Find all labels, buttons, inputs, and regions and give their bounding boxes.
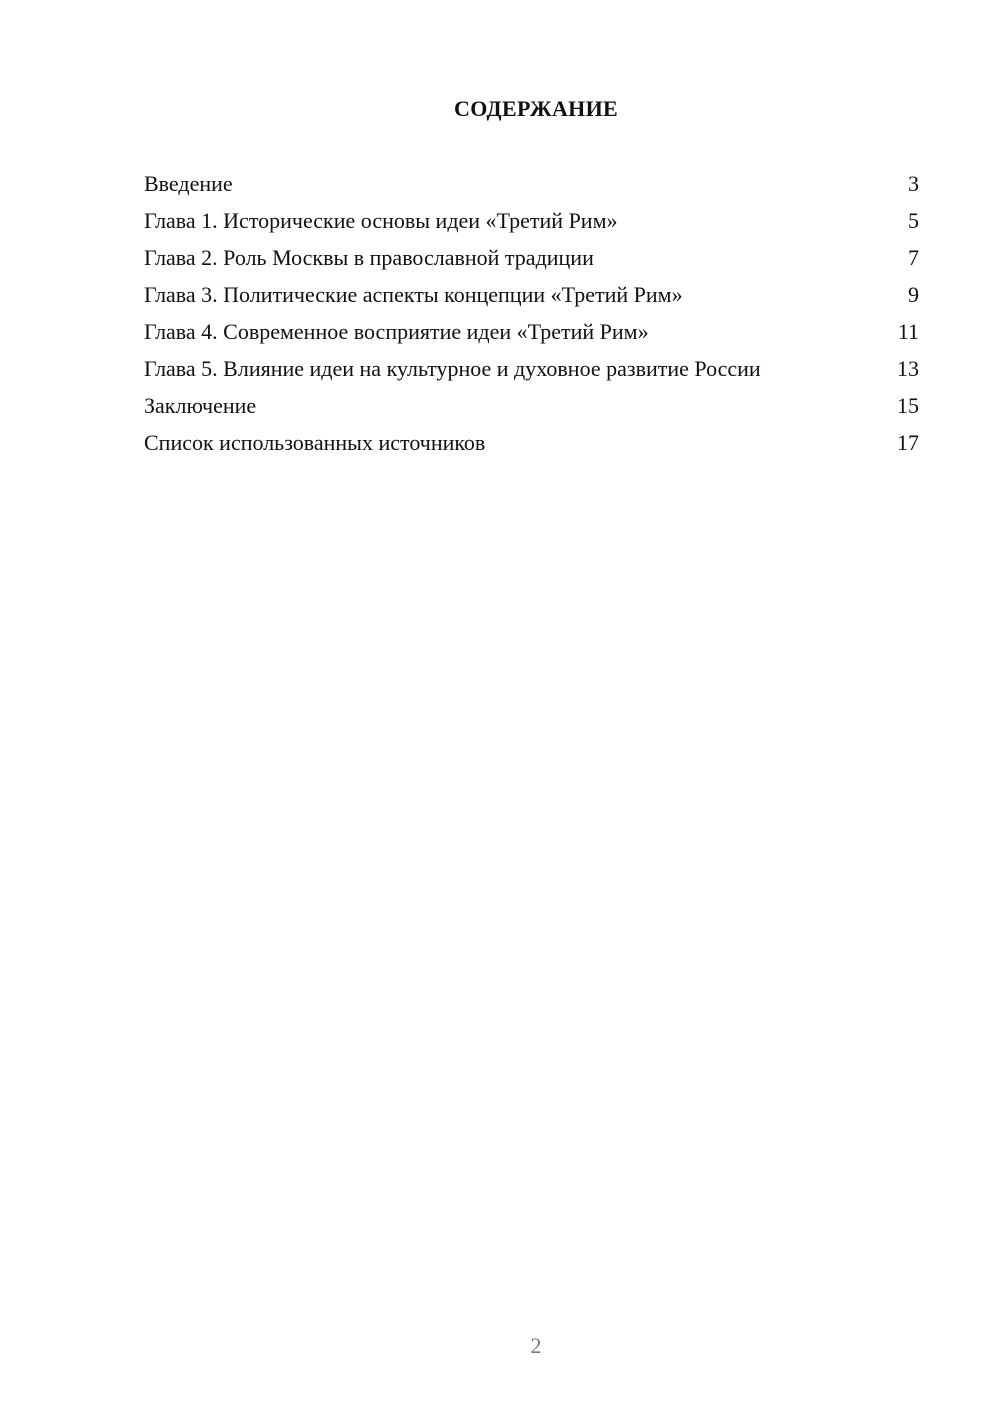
toc-entry-page: 3 <box>908 171 919 196</box>
toc-entry-title: Введение <box>144 171 233 196</box>
toc-entry-chapter-3 <box>144 281 919 308</box>
toc-entry-title: Глава 2. Роль Москвы в православной традиции <box>144 245 594 270</box>
page-title: СОДЕРЖАНИЕ <box>454 96 618 121</box>
toc-entry-page: 17 <box>897 430 919 455</box>
toc-entry-introduction <box>144 170 919 197</box>
toc-entry-conclusion <box>144 392 919 419</box>
toc-entry-page: 7 <box>908 245 919 270</box>
toc-entry-title: Глава 3. Политические аспекты концепции «Третий Рим» <box>144 282 683 307</box>
toc-entry-page: 15 <box>897 393 919 418</box>
table-of-contents <box>144 170 919 466</box>
toc-entry-references <box>144 429 919 456</box>
toc-entry-chapter-1 <box>144 207 919 234</box>
toc-entry-page: 13 <box>897 356 919 381</box>
page-number: 2 <box>530 1333 542 1358</box>
toc-entry-chapter-2 <box>144 244 919 271</box>
toc-entry-title: Глава 5. Влияние идеи на культурное и духовное развитие России <box>144 356 761 381</box>
toc-entry-title: Список использованных источников <box>144 430 486 455</box>
toc-entry-chapter-5 <box>144 355 919 382</box>
toc-entry-page: 9 <box>908 282 919 307</box>
toc-entry-title: Глава 1. Исторические основы идеи «Третий Рим» <box>144 208 618 233</box>
toc-entry-page: 11 <box>897 319 919 344</box>
toc-entry-chapter-4 <box>144 318 919 345</box>
toc-entry-title: Заключение <box>144 393 257 418</box>
toc-entry-page: 5 <box>908 208 919 233</box>
toc-entry-title: Глава 4. Современное восприятие идеи «Третий Рим» <box>144 319 649 344</box>
